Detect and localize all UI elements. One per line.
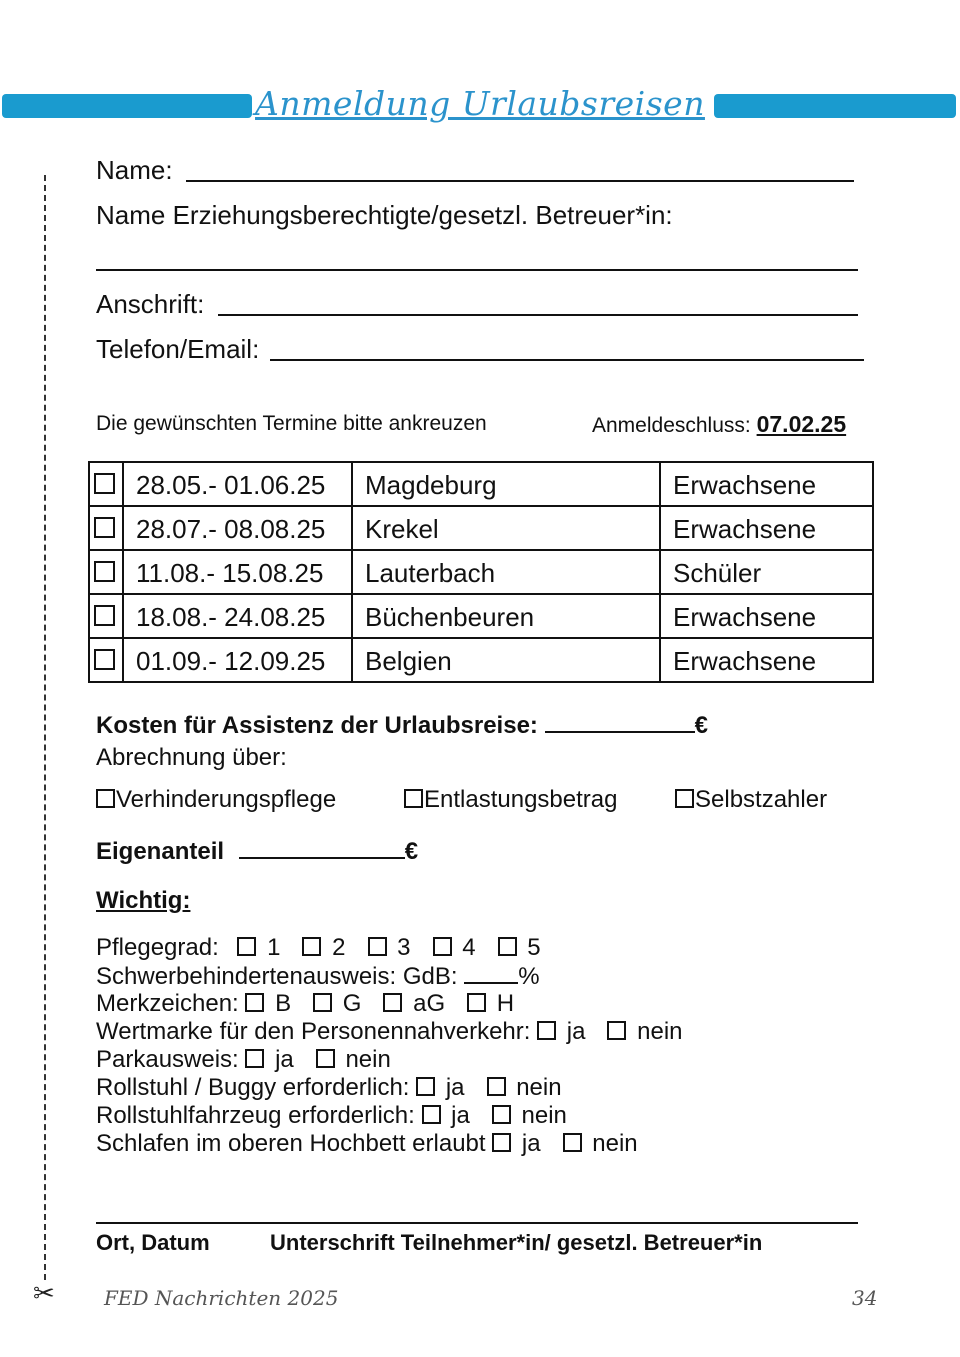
own-share-currency: € — [404, 838, 419, 865]
trip-place: Belgien — [352, 638, 660, 682]
marks-option: B — [275, 990, 292, 1017]
yes-checkbox[interactable] — [245, 1049, 264, 1068]
name-input[interactable] — [186, 180, 854, 182]
guardian-input[interactable] — [96, 269, 858, 271]
disability-row — [96, 962, 540, 991]
trip-place: Lauterbach — [352, 550, 660, 594]
deadline-label: Anmeldeschluss: — [592, 414, 751, 437]
trip-group: Erwachsene — [660, 594, 873, 638]
trip-group: Erwachsene — [660, 462, 873, 506]
disability-label: Schwerbehindertenausweis: GdB: — [96, 963, 458, 990]
care-level-label: Pflegegrad: — [96, 934, 219, 961]
header-bar-left — [2, 94, 252, 118]
no-checkbox[interactable] — [492, 1105, 511, 1124]
name-label: Name: — [96, 155, 173, 185]
billing-option-1[interactable] — [96, 786, 336, 814]
table-row — [89, 462, 873, 506]
yes-checkbox[interactable] — [492, 1133, 511, 1152]
signature-input[interactable] — [96, 1222, 858, 1224]
billing-option-2[interactable] — [404, 786, 617, 814]
own-share-label: Eigenanteil — [96, 838, 225, 865]
wheelchair-vehicle-row — [96, 1102, 567, 1130]
marks-checkbox[interactable] — [245, 993, 264, 1012]
costs-currency: € — [694, 712, 708, 739]
care-level-option: 1 — [267, 934, 281, 961]
no-label: nein — [592, 1130, 638, 1157]
table-row — [89, 638, 873, 682]
trip-place: Büchenbeuren — [352, 594, 660, 638]
trip-checkbox[interactable] — [94, 473, 115, 494]
care-level-row — [96, 934, 541, 962]
marks-option: H — [496, 990, 515, 1017]
address-label: Anschrift: — [96, 289, 205, 319]
trip-group: Schüler — [660, 550, 873, 594]
marks-checkbox[interactable] — [313, 993, 332, 1012]
no-label: nein — [521, 1102, 567, 1129]
billing-checkbox[interactable] — [96, 789, 115, 808]
trip-group: Erwachsene — [660, 506, 873, 550]
yes-label: ja — [521, 1130, 541, 1157]
page-number: 34 — [852, 1286, 878, 1310]
disability-input[interactable] — [464, 962, 518, 984]
wheelchair-vehicle-label: Rollstuhlfahrzeug erforderlich: — [96, 1102, 415, 1129]
no-checkbox[interactable] — [487, 1077, 506, 1096]
trip-dates: 11.08.- 15.08.25 — [123, 550, 352, 594]
own-share-input[interactable] — [239, 837, 405, 859]
no-checkbox[interactable] — [563, 1133, 582, 1152]
care-level-checkbox[interactable] — [368, 937, 387, 956]
transport-row — [96, 1018, 683, 1046]
deadline — [592, 408, 846, 442]
no-checkbox[interactable] — [316, 1049, 335, 1068]
address-input[interactable] — [218, 314, 858, 316]
care-level-checkbox[interactable] — [433, 937, 452, 956]
care-level-checkbox[interactable] — [498, 937, 517, 956]
care-level-option: 5 — [527, 934, 541, 961]
marks-checkbox[interactable] — [383, 993, 402, 1012]
header-bar-right — [714, 94, 956, 118]
billing-option-3[interactable] — [675, 786, 827, 814]
no-checkbox[interactable] — [607, 1021, 626, 1040]
signature-label: Unterschrift Teilnehmer*in/ gesetzl. Betreuer*in — [270, 1230, 763, 1255]
yes-checkbox[interactable] — [537, 1021, 556, 1040]
trip-place: Krekel — [352, 506, 660, 550]
contact-input[interactable] — [270, 359, 864, 361]
care-level-option: 3 — [397, 934, 411, 961]
deadline-value: 07.02.25 — [756, 411, 847, 437]
table-row — [89, 550, 873, 594]
no-label: nein — [345, 1046, 391, 1073]
contact-label: Telefon/Email: — [96, 334, 260, 364]
parking-row — [96, 1046, 391, 1074]
trip-dates: 01.09.- 12.09.25 — [123, 638, 352, 682]
care-level-option: 2 — [332, 934, 346, 961]
important-heading: Wichtig: — [96, 887, 191, 914]
marks-row — [96, 990, 514, 1018]
yes-label: ja — [445, 1074, 465, 1101]
billing-option-label: Entlastungsbetrag — [424, 786, 618, 813]
footer-publication: FED Nachrichten 2025 — [104, 1286, 339, 1310]
trip-checkbox[interactable] — [94, 605, 115, 626]
yes-label: ja — [451, 1102, 470, 1129]
no-label: nein — [637, 1018, 683, 1045]
care-level-checkbox[interactable] — [302, 937, 321, 956]
page-title: Anmeldung Urlaubsreisen — [255, 84, 705, 123]
trip-group: Erwachsene — [660, 638, 873, 682]
trip-dates: 28.05.- 01.06.25 — [123, 462, 352, 506]
marks-option: aG — [413, 990, 446, 1017]
table-row — [89, 506, 873, 550]
scissors-icon: ✂ — [33, 1278, 55, 1308]
bunk-row — [96, 1130, 638, 1158]
trip-dates: 18.08.- 24.08.25 — [123, 594, 352, 638]
billing-checkbox[interactable] — [404, 789, 423, 808]
instruction-text: Die gewünschten Termine bitte ankreuzen — [96, 412, 487, 435]
parking-label: Parkausweis: — [96, 1046, 239, 1073]
trip-checkbox[interactable] — [94, 517, 115, 538]
trip-table — [88, 461, 874, 683]
marks-checkbox[interactable] — [467, 993, 486, 1012]
wheelchair-label: Rollstuhl / Buggy erforderlich: — [96, 1074, 410, 1101]
trip-checkbox[interactable] — [94, 561, 115, 582]
billing-option-label: Verhinderungspflege — [116, 786, 337, 813]
bunk-label: Schlafen im oberen Hochbett erlaubt — [96, 1130, 486, 1157]
trip-checkbox[interactable] — [94, 649, 115, 670]
marks-option: G — [342, 990, 362, 1017]
trip-dates: 28.07.- 08.08.25 — [123, 506, 352, 550]
disability-unit: % — [518, 963, 540, 990]
yes-label: ja — [566, 1018, 586, 1045]
guardian-label: Name Erziehungsberechtigte/gesetzl. Betreuer*in: — [96, 200, 673, 230]
billing-checkbox[interactable] — [675, 789, 694, 808]
transport-label: Wertmarke für den Personennahverkehr: — [96, 1018, 531, 1045]
costs-input[interactable] — [545, 711, 695, 733]
care-level-checkbox[interactable] — [237, 937, 256, 956]
trip-place: Magdeburg — [352, 462, 660, 506]
billing-label: Abrechnung über: — [96, 744, 287, 771]
place-date-label: Ort, Datum — [96, 1230, 210, 1255]
yes-checkbox[interactable] — [416, 1077, 435, 1096]
marks-label: Merkzeichen: — [96, 990, 239, 1017]
billing-option-label: Selbstzahler — [695, 786, 828, 813]
wheelchair-row — [96, 1074, 562, 1102]
care-level-option: 4 — [462, 934, 476, 961]
yes-checkbox[interactable] — [422, 1105, 441, 1124]
table-row — [89, 594, 873, 638]
yes-label: ja — [275, 1046, 294, 1073]
cut-line — [44, 175, 46, 1280]
no-label: nein — [516, 1074, 562, 1101]
own-share-row — [96, 837, 418, 866]
costs-row — [96, 711, 708, 740]
costs-label: Kosten für Assistenz der Urlaubsreise: — [96, 712, 538, 739]
